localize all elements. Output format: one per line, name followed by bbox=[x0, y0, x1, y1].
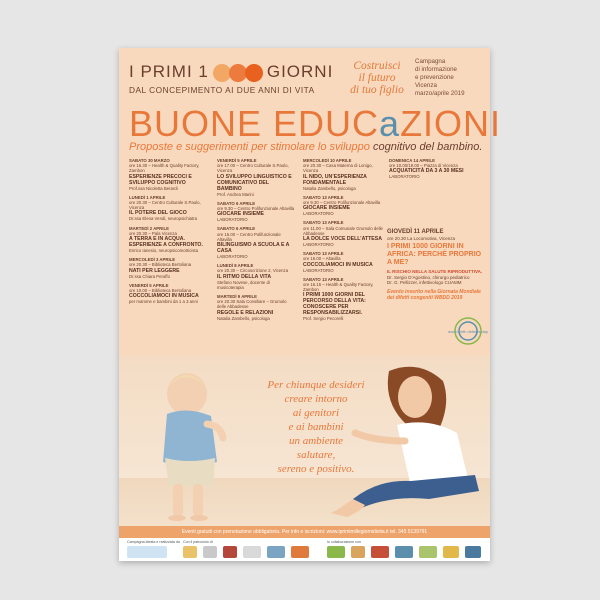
event-date: SABATO 30 MARZO bbox=[129, 158, 170, 163]
event-date: SABATO 13 APRILE bbox=[303, 251, 344, 257]
event-speaker: LABORATORIO bbox=[303, 242, 334, 248]
sponsor-logo bbox=[419, 546, 437, 558]
event-date: SABATO 6 APRILE bbox=[217, 226, 256, 232]
event-speaker: Prof. Sergio Pecorelli bbox=[303, 316, 344, 322]
event-location: ore 17.00 – Centro Culturale S.Paolo, Vicenza bbox=[217, 163, 289, 174]
sponsor-logo bbox=[291, 546, 309, 558]
event-date: VENERDÌ 5 APRILE bbox=[217, 158, 257, 163]
special-event: GIOVEDÌ 11 APRILE ore 20.30 La Locomotiva, Vicenza I PRIMI 1000 GIORNI IN AFRICA: PERCHÉ PROPRIO A ME? IL RISCHIO NELLA SALUTE RIPRODUTTIVA. Dr. Sergio D’Agostino, chirurgo pediatrico Dr. G. Pellizzer, infettivologo CUAMM Evento inserito nella Giornata Mondiale dei difetti congeniti WBDD 2019 bbox=[387, 229, 483, 301]
logos-label-campaign: Campagna ideata e realizzata da bbox=[127, 540, 180, 544]
schedule-event bbox=[217, 294, 295, 321]
event-title: IL POTERE DEL GIOCO bbox=[129, 210, 187, 217]
schedule-event bbox=[217, 263, 295, 290]
schedule-column-2 bbox=[217, 158, 295, 325]
event-date: SABATO 13 APRILE bbox=[303, 276, 344, 282]
event-location: ore 20.30 – Biblioteca Bertoliana bbox=[129, 262, 192, 268]
schedule-event bbox=[303, 277, 383, 322]
event-location: ore 9.30 – Centro Polifunzionale Altavilla bbox=[303, 200, 381, 206]
event-location: ore 20.30 – Pala Vicenza bbox=[129, 230, 177, 236]
event-date: VENERDÌ 5 APRILE bbox=[129, 282, 169, 288]
schedule-event bbox=[217, 226, 295, 259]
event-title: REGOLE E RELAZIONI bbox=[217, 309, 274, 316]
event-speaker: Prof. Andrea Marini bbox=[217, 191, 254, 197]
sponsor-logo bbox=[223, 546, 237, 558]
event-location: ore 16.00 – Centro Polifunzionale Altavilla bbox=[217, 231, 281, 242]
event-title: COCCOLIAMOCI IN MUSICA bbox=[303, 261, 373, 268]
event-title: GIOCARE INSIEME bbox=[217, 211, 264, 218]
event-title: LA DOLCE VOCE DELL’ATTESA bbox=[303, 236, 382, 243]
event-location: ore 9.30 – Centro Polifunzionale Altavilla bbox=[217, 206, 295, 212]
schedule-event bbox=[217, 201, 295, 223]
schedule-event bbox=[129, 283, 207, 305]
three-circles-logo-icon bbox=[213, 64, 265, 82]
event-date: LUNEDÌ 1 APRILE bbox=[129, 194, 166, 200]
sponsor-logo bbox=[127, 546, 167, 558]
event-title: COCCOLIAMOCI IN MUSICA bbox=[129, 293, 199, 300]
event-location: ore 20.30 – Circoscrizione 2, Vicenza bbox=[217, 268, 289, 274]
tagline: Costruisci il futuro di tuo figlio bbox=[350, 60, 404, 96]
event-title: GIOCARE INSIEME bbox=[303, 205, 350, 212]
event-location: ore 20.30 – Centro Culturale S.Paolo, Vicenza bbox=[129, 200, 201, 211]
event-date: DOMENICA 14 APRILE bbox=[389, 158, 435, 163]
sponsor-logo bbox=[327, 546, 345, 558]
wbdd-label: world birth defects day bbox=[447, 329, 489, 334]
event-location: ore 16.00 – Altavilla bbox=[303, 256, 341, 262]
event-title: LO SVILUPPO LINGUISTICO E COMUNICATIVO DEL BAMBINO bbox=[217, 173, 292, 192]
campaign-info: Campagna di informazione e prevenzione Vicenza marzo/aprile 2019 bbox=[415, 58, 465, 97]
poster-title bbox=[129, 62, 333, 82]
event-speaker: LABORATORIO bbox=[303, 211, 334, 217]
schedule-column-4 bbox=[389, 158, 469, 184]
poster-subtitle: DAL CONCEPIMENTO AI DUE ANNI DI VITA bbox=[129, 85, 315, 95]
event-speaker: LABORATORIO bbox=[303, 267, 334, 273]
sponsor-logo bbox=[443, 546, 459, 558]
event-title: ACQUATICITÀ DA 3 A 30 MESI bbox=[389, 168, 464, 175]
event-speaker: LABORATORIO bbox=[217, 217, 248, 223]
event-title: BILINGUISMO A SCUOLA E A CASA bbox=[217, 242, 290, 255]
event-speaker: Dr.ssa Elena Vendi, neuropsichiatra bbox=[129, 216, 198, 222]
schedule-event bbox=[303, 251, 383, 273]
schedule-event bbox=[303, 220, 383, 247]
event-date: SABATO 13 APRILE bbox=[303, 194, 344, 200]
sponsor-logos-strip bbox=[119, 538, 490, 561]
schedule-event bbox=[217, 158, 295, 197]
event-speaker: Stefano Novese, docente di musicoterapia bbox=[217, 279, 270, 290]
sponsor-logo bbox=[465, 546, 481, 558]
poster bbox=[119, 48, 502, 561]
title-part-1: I PRIMI 1 bbox=[129, 62, 209, 81]
sponsor-logo bbox=[243, 546, 261, 558]
schedule-event bbox=[129, 226, 207, 254]
event-speaker: LABORATORIO bbox=[217, 254, 248, 260]
schedule-event bbox=[303, 158, 383, 191]
event-date: SABATO 13 APRILE bbox=[303, 220, 344, 226]
logos-label-patronage: Con il patrocinio di bbox=[183, 540, 213, 544]
headline: BUONE EDUCaZIONI bbox=[129, 103, 502, 144]
schedule-event bbox=[129, 195, 207, 222]
schedule-event bbox=[389, 158, 469, 180]
event-speaker: Natalia Zambello, psicologa bbox=[303, 185, 356, 191]
event-date: MARTEDÌ 9 APRILE bbox=[217, 294, 257, 300]
event-location: ore 20.30 – Casa Materna di Lonigo, Vicenza bbox=[303, 163, 373, 174]
event-title: NATI PER LEGGERE bbox=[129, 267, 180, 274]
footer-info-bar: Eventi gratuiti con prenotazione obbligatoria. Per info e iscrizioni: www.iprimimillegiornidivita.it tel. 345 5139791 bbox=[119, 526, 490, 538]
subheadline: Proposte e suggerimenti per stimolare lo sviluppo cognitivo del bambino. bbox=[129, 141, 483, 153]
event-location: ore 16.15 – Health & Quality Factory, Zambon bbox=[303, 282, 374, 293]
baby-photo bbox=[139, 366, 229, 526]
event-location: ore 10.00 – Biblioteca Bertoliana bbox=[129, 288, 192, 294]
schedule-event bbox=[129, 257, 207, 279]
sponsor-logo bbox=[203, 546, 217, 558]
event-speaker: Natalia Zambello, psicologa bbox=[217, 315, 270, 321]
schedule-event bbox=[129, 158, 207, 191]
event-title: IL NIDO, UN’ESPERIENZA FONDAMENTALE bbox=[303, 173, 367, 186]
event-speaker: Dr.ssa Chiara Peruffo bbox=[129, 273, 170, 279]
schedule-column-1 bbox=[129, 158, 207, 308]
event-location: ore 11.00 – Sala Comunale Grumolo delle Abbadesse bbox=[303, 225, 383, 236]
event-location: ore 10.00/18.00 – Piazza di Vicenza bbox=[389, 163, 458, 169]
event-title: A TERRA E IN ACQUA. ESPERIENZE A CONFRONTO. bbox=[129, 236, 203, 249]
event-date: LUNEDÌ 8 APRILE bbox=[217, 263, 254, 269]
world-birth-defects-day-logo-icon bbox=[447, 316, 489, 346]
event-date: SABATO 6 APRILE bbox=[217, 200, 256, 206]
sponsor-logo bbox=[183, 546, 197, 558]
event-location: ore 20.30 Sala Consiliare – Grumolo delle Abbadesse bbox=[217, 299, 287, 310]
event-date: MARTEDÌ 2 APRILE bbox=[129, 225, 169, 231]
event-speaker: Prof.ssa Nicoletta Berardi bbox=[129, 185, 178, 191]
title-part-2: GIORNI bbox=[266, 62, 334, 81]
sponsor-logo bbox=[351, 546, 365, 558]
event-title: ESPERIENZE PRECOCI E SVILUPPO COGNITIVO bbox=[129, 173, 192, 186]
event-speaker: LABORATORIO bbox=[389, 174, 420, 180]
event-speaker: per mamme e bambini da 1 a 3 anni bbox=[129, 299, 198, 305]
poster-quote: Per chiunque desideri creare intorno ai genitori e ai bambini un ambiente salutare, sereno e positivo. bbox=[267, 379, 365, 475]
sponsor-logo bbox=[395, 546, 413, 558]
event-title: I PRIMI 1000 GIORNI DEL PERCORSO DELLA VITA: CONOSCERE PER RESPONSABILIZZARSI. bbox=[303, 292, 366, 317]
event-date: MERCOLEDÌ 3 APRILE bbox=[129, 257, 176, 263]
event-date: MERCOLEDÌ 10 APRILE bbox=[303, 158, 352, 163]
sponsor-logo bbox=[371, 546, 389, 558]
logos-label-collaboration: In collaborazione con bbox=[327, 540, 361, 544]
schedule-column-3 bbox=[303, 158, 383, 326]
headline-accent-letter: a bbox=[379, 103, 401, 144]
event-speaker: Enrico Ianesio, neuropsicomotricista bbox=[129, 248, 199, 254]
event-title: IL RITMO DELLA VITA bbox=[217, 273, 272, 280]
sponsor-logo bbox=[267, 546, 285, 558]
event-location: ore 16.30 – Health & Quality Factory, Zambon bbox=[129, 163, 200, 174]
schedule-event bbox=[303, 195, 383, 217]
